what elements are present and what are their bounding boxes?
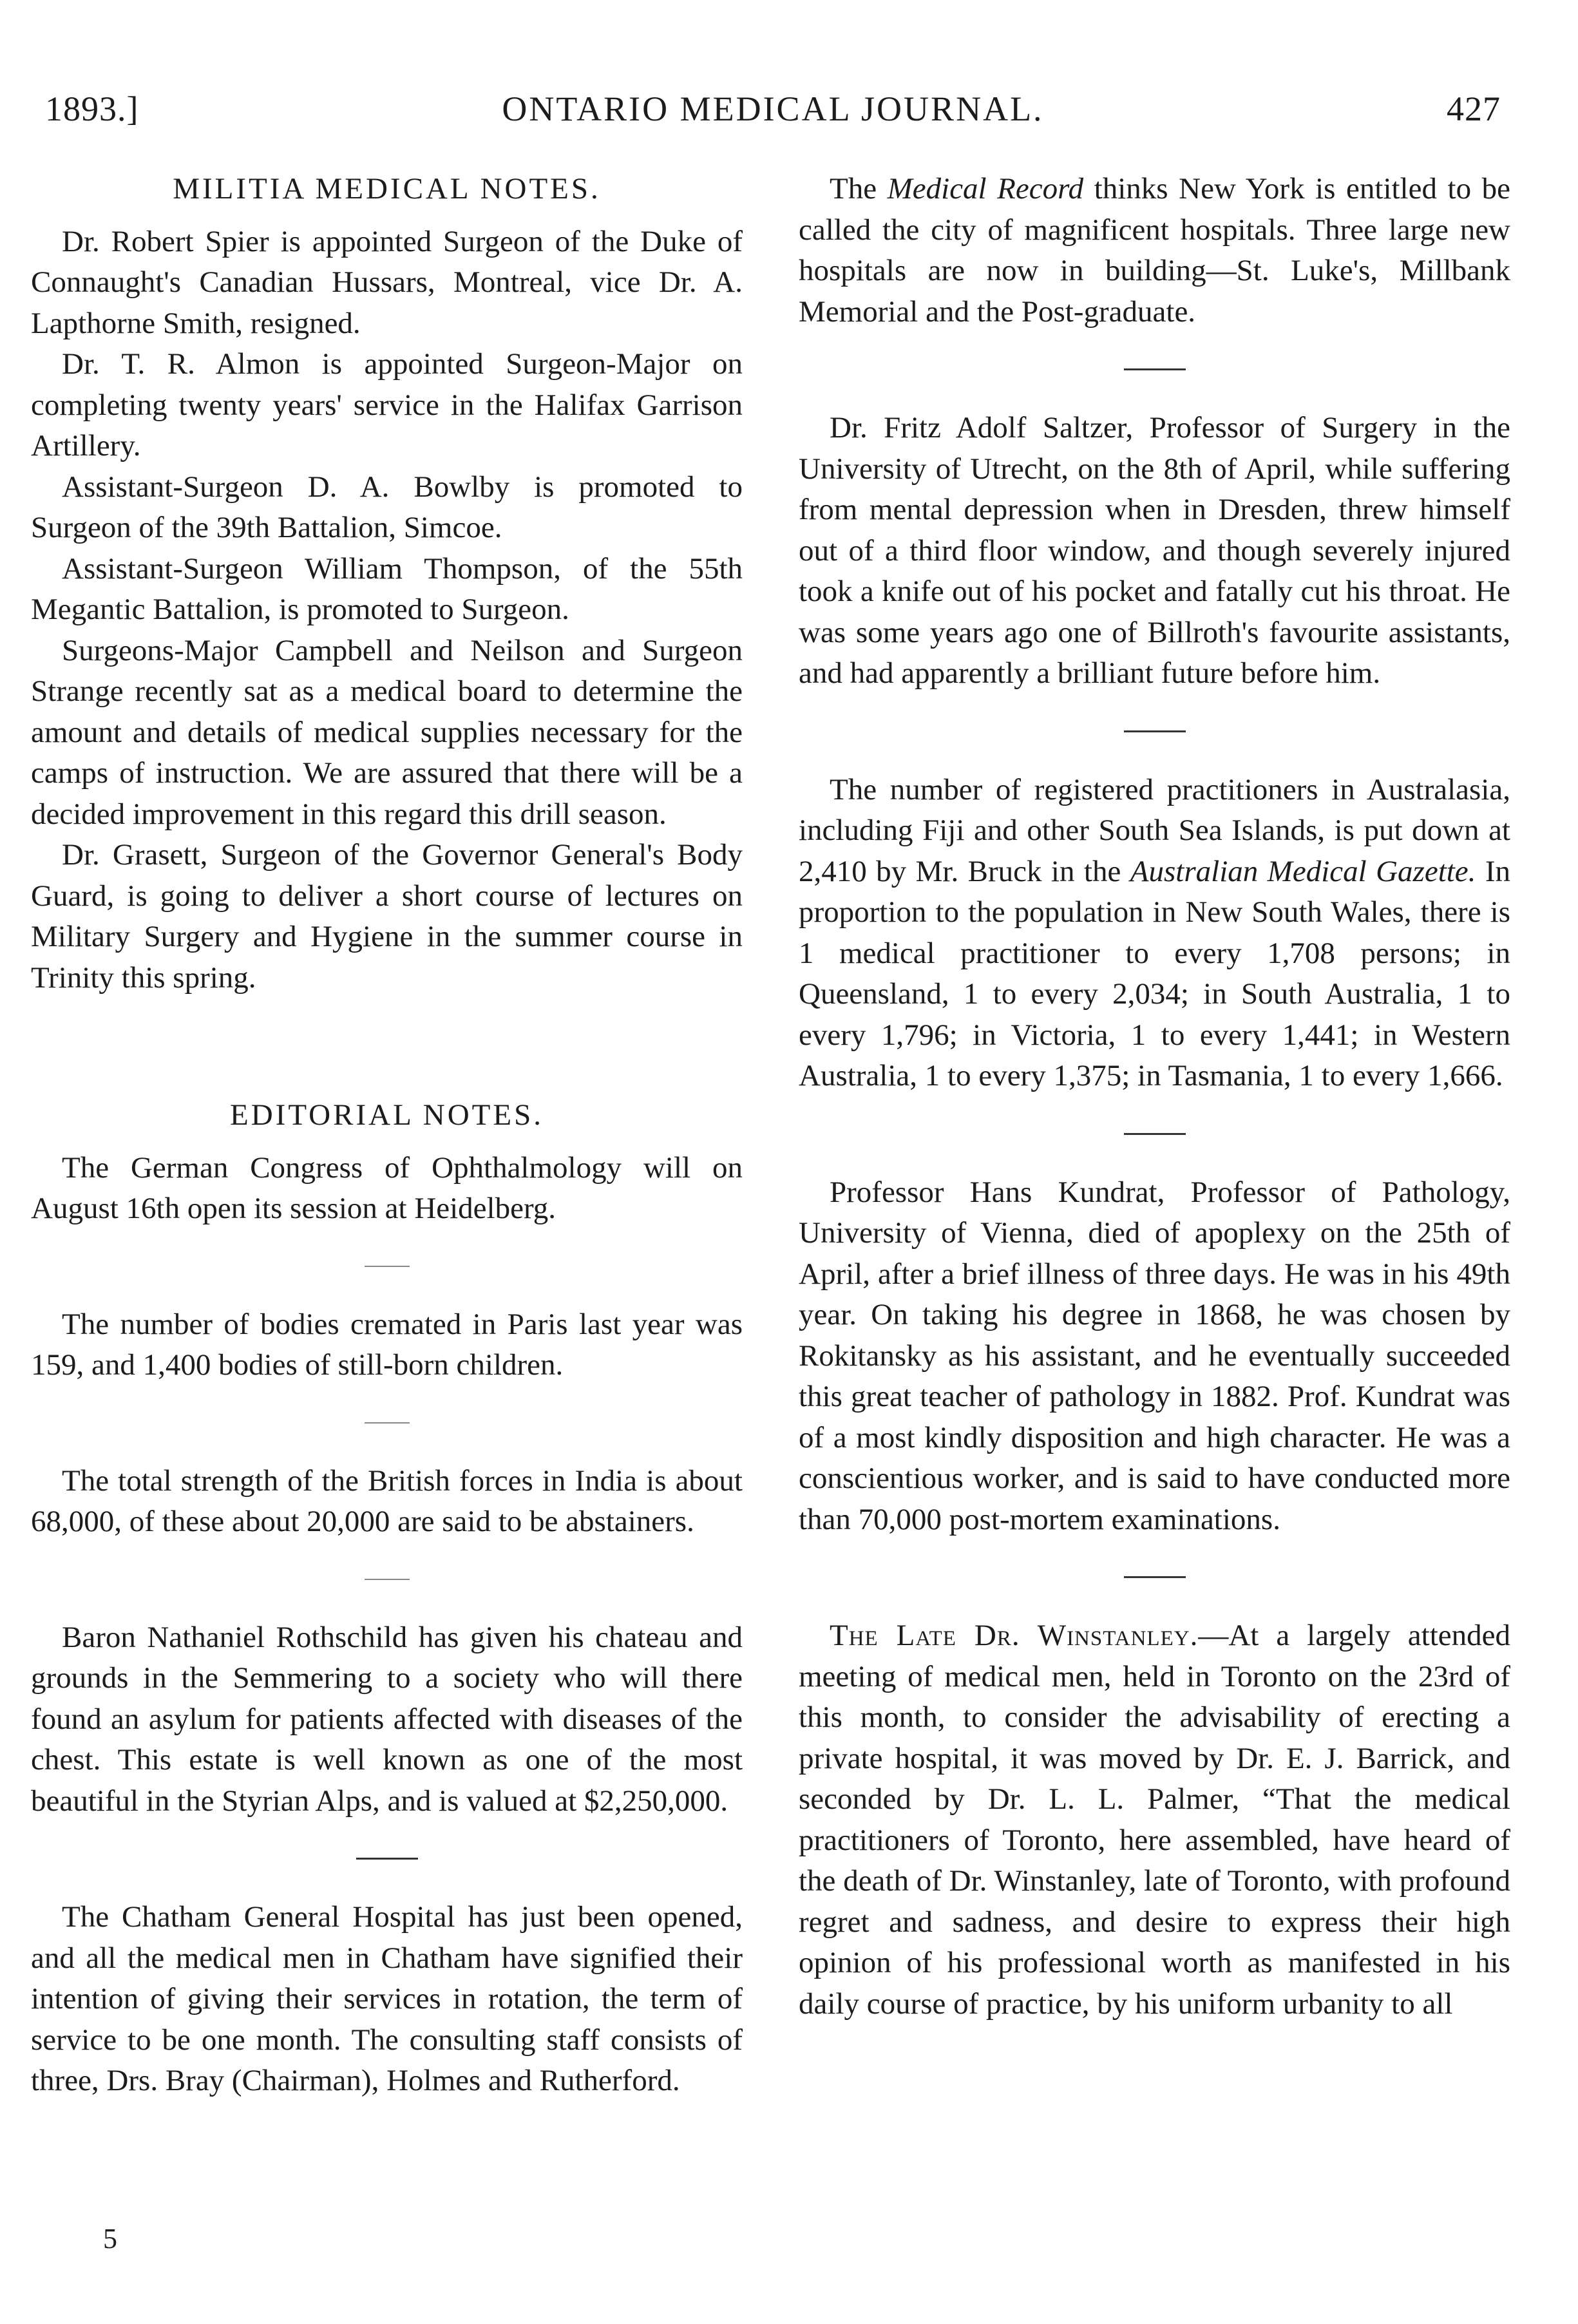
medical-record-text: thinks New York is entitled to be called the city of magnificent hospitals. Three large new hospitals are now in building—St. Luke's, Millbank Memorial and the Post-graduate. — [799, 172, 1510, 329]
separator-rule — [1124, 368, 1186, 370]
militia-paragraph: Dr. T. R. Almon is appointed Surgeon-Major on completing twenty years' service in the Halifax Garrison Artillery. — [31, 347, 743, 462]
separator-rule — [356, 1858, 418, 1860]
separator-rule — [365, 1266, 410, 1267]
militia-paragraph: Assistant-Surgeon William Thompson, of the 55th Megantic Battalion, is promoted to Surgeon. — [31, 551, 743, 626]
separator-rule — [1124, 1576, 1186, 1578]
right-column — [799, 169, 1510, 2024]
saltzer-note: Dr. Fritz Adolf Saltzer, Professor of Surgery in the University of Utrecht, on the 8th of April, while suffering from mental depression when in Dresden, threw himself out of a third floor window, and though severely injured took a knife out of his pocket and fatally cut his throat. He was some years ago one of Billroth's favourite assistants, and had apparently a brilliant future before him. — [799, 411, 1510, 690]
separator-rule — [1124, 730, 1186, 732]
editorial-note: The number of bodies cremated in Paris last year was 159, and 1,400 bodies of still-born children. — [31, 1307, 743, 1382]
winstanley-lead: The Late Dr. Winstanley. — [830, 1619, 1199, 1652]
australasia-after: In proportion to the population in New South Wales, there is 1 medical practitioner to every 1,708 persons; in Queensland, 1 to every 2,034; in South Australia, 1 to every 1,796; in Victoria, 1 to every 1,441; in Western Australia, 1 to every 1,375; in Tasmania, 1 to every 1,666. — [799, 854, 1511, 1092]
running-head-year: 1893.] — [45, 90, 139, 128]
editorial-note: The German Congress of Ophthalmology will on August 16th open its session at Heidelberg. — [31, 1150, 743, 1225]
left-column — [31, 169, 743, 2106]
editorial-note: Baron Nathaniel Rothschild has given his chateau and grounds in the Semmering to a society who will there found an asylum for patients affected with diseases of the chest. This estate is well known as one of the most beautiful in the Styrian Alps, and is valued at $2,250,000. — [31, 1620, 743, 1818]
signature-mark: 5 — [103, 2223, 117, 2254]
page-number: 427 — [1447, 90, 1501, 128]
medical-record-the: The — [830, 172, 877, 205]
australasia-before: The number of registered practitioners in Australasia, including Fiji and other South Sea Islands, is put down at 2,410 by Mr. Bruck in the — [799, 772, 1510, 888]
separator-rule — [1124, 1133, 1186, 1135]
militia-paragraph: Assistant-Surgeon D. A. Bowlby is promoted to Surgeon of the 39th Battalion, Simcoe. — [31, 470, 743, 544]
medical-record-journal: Medical Record — [887, 172, 1084, 205]
kundrat-note: Professor Hans Kundrat, Professor of Pathology, University of Vienna, died of apoplexy on the 25th of April, after a brief illness of three days. He was in his 49th year. On taking his degree in 1868, he was chosen by Rokitansky as his assistant, and he eventually succeeded this great teacher of pathology in 1882. Prof. Kundrat was of a most kindly disposition and high character. He was a conscientious worker, and is said to have conducted more than 70,000 post-mortem examinations. — [799, 1175, 1510, 1536]
running-head — [45, 89, 1501, 134]
editorial-note: The Chatham General Hospital has just been opened, and all the medical men in Chatham have signified their intention of giving their services in rotation, the term of service to be one month. The consulting staff consists of three, Drs. Bray (Chairman), Holmes and Rutherford. — [31, 1900, 743, 2097]
australasia-journal: Australian Medical Gazette. — [1130, 854, 1476, 888]
separator-rule — [365, 1579, 410, 1580]
winstanley-note — [799, 1615, 1510, 2024]
editorial-heading: EDITORIAL NOTES. — [230, 1098, 544, 1132]
medical-record-note — [799, 169, 1510, 332]
militia-paragraph: Dr. Grasett, Surgeon of the Governor General's Body Guard, is going to deliver a short course of lectures on Military Surgery and Hygiene in the summer course in Trinity this spring. — [31, 838, 743, 995]
separator-rule — [365, 1422, 410, 1424]
australasia-note — [799, 770, 1510, 1097]
militia-paragraph: Dr. Robert Spier is appointed Surgeon of the Duke of Connaught's Canadian Hussars, Montreal, vice Dr. A. Lapthorne Smith, resigned. — [31, 224, 743, 340]
militia-paragraph: Surgeons-Major Campbell and Neilson and Surgeon Strange recently sat as a medical board to determine the amount and details of medical supplies necessary for the camps of instruction. We are assured that there will be a decided improvement in this regard this drill season. — [31, 633, 743, 831]
running-head-title: ONTARIO MEDICAL JOURNAL. — [502, 90, 1044, 128]
winstanley-text: —At a largely attended meeting of medical men, held in Toronto on the 23rd of this month, to consider the advisability of erecting a private hospital, it was moved by Dr. E. J. Barrick, and seconded by Dr. L. L. Palmer, “That the medical practitioners of Toronto, here assembled, have heard of the death of Dr. Winstanley, late of Toronto, with profound regret and sadness, and desire to express their high opinion of his professional worth as manifested in his daily course of practice, by his uniform urbanity to all — [799, 1619, 1510, 2021]
editorial-note: The total strength of the British forces in India is about 68,000, of these about 20,000 are said to be abstainers. — [31, 1463, 743, 1538]
militia-heading: MILITIA MEDICAL NOTES. — [173, 172, 601, 205]
